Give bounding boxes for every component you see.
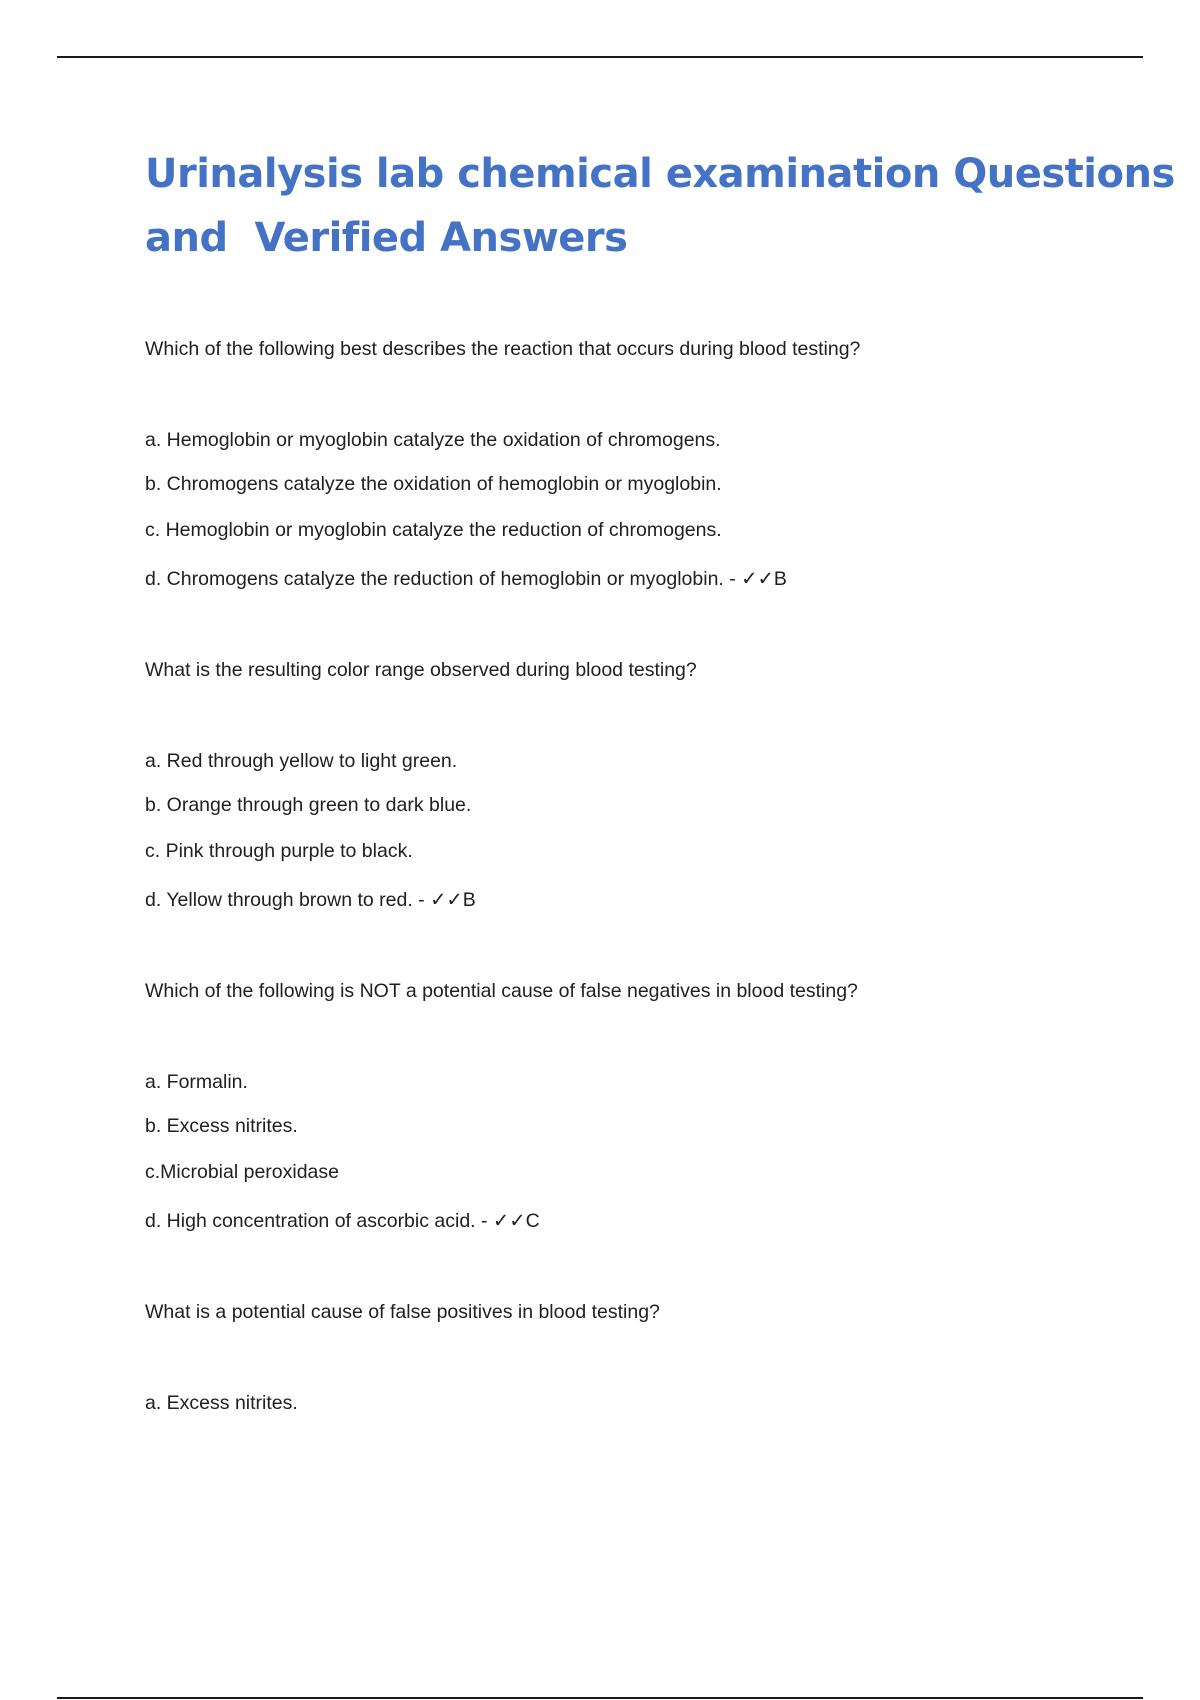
question-3-option-b: b. Excess nitrites.: [145, 1115, 298, 1137]
bottom-rule: [57, 1697, 1143, 1699]
title-line-2: and Verified Answers: [145, 215, 628, 261]
question-3-option-c: c.Microbial peroxidase: [145, 1161, 340, 1183]
title-line-1: Urinalysis lab chemical examination Questions: [145, 151, 1175, 197]
question-3-option-a: a. Formalin.: [145, 1071, 248, 1093]
question-1-option-b: b. Chromogens catalyze the oxidation of hemoglobin or myoglobin.: [145, 473, 722, 495]
document-title: [145, 142, 1175, 270]
question-3-option-d: d. High concentration of ascorbic acid. - ✓✓C: [145, 1210, 540, 1232]
question-1-option-d: d. Chromogens catalyze the reduction of hemoglobin or myoglobin. - ✓✓B: [145, 568, 787, 590]
question-2-option-c: c. Pink through purple to black.: [145, 840, 413, 862]
question-4-text: What is a potential cause of false positives in blood testing?: [145, 1301, 660, 1323]
question-2-text: What is the resulting color range observed during blood testing?: [145, 659, 697, 681]
top-rule: [57, 56, 1143, 58]
question-1-option-a: a. Hemoglobin or myoglobin catalyze the oxidation of chromogens.: [145, 429, 721, 451]
question-1-option-c: c. Hemoglobin or myoglobin catalyze the reduction of chromogens.: [145, 519, 722, 541]
question-3-text: Which of the following is NOT a potential cause of false negatives in blood testing?: [145, 980, 858, 1002]
question-4-option-a: a. Excess nitrites.: [145, 1392, 298, 1414]
question-2-option-d: d. Yellow through brown to red. - ✓✓B: [145, 889, 476, 911]
question-1-text: Which of the following best describes the reaction that occurs during blood testing?: [145, 338, 861, 360]
question-2-option-a: a. Red through yellow to light green.: [145, 750, 458, 772]
question-2-option-b: b. Orange through green to dark blue.: [145, 794, 472, 816]
